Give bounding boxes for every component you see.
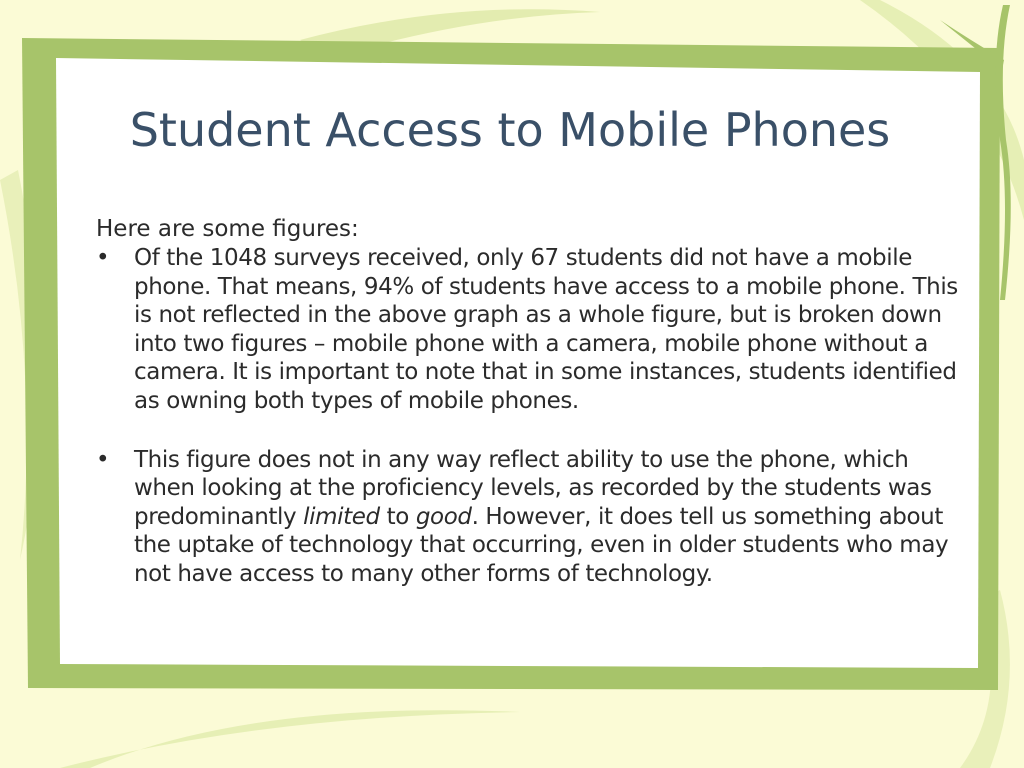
bullet-item-mobile-access [96, 244, 964, 416]
bullet-marker: • [96, 245, 110, 271]
bullet-item-proficiency [96, 446, 964, 589]
slide-body [96, 214, 964, 589]
bullet-text-segment: to [379, 503, 416, 530]
bullet-text [134, 447, 948, 587]
bullet-list [96, 244, 964, 589]
bullet-marker: • [96, 446, 110, 473]
slide-title: Student Access to Mobile Phones [129, 103, 891, 157]
bullet-text-segment: This figure does not in any way reflect ability to use the phone, which when looking at the proficiency levels, as recorded by the students was predominantly [134, 446, 932, 530]
bullet-text: Of the 1048 surveys received, only 67 students did not have a mobile phone. That means, 94% of students have access to a mobile phone. This is not reflected in the above graph as a whole figure, but is broken down into two figures – mobile phone with a camera, mobile phone without a camera. It is important to note that in some instances, students identified as owning both types of mobile phones. [134, 245, 958, 414]
bullet-text-segment: . However, it does tell us something about the uptake of technology that occurring, even in older students who may not have access to many other forms of technology. [134, 503, 949, 587]
emphasis-limited: limited [303, 503, 380, 530]
intro-text: Here are some figures: [96, 216, 359, 242]
swoosh-bottom [60, 710, 520, 768]
emphasis-good: good [415, 503, 472, 530]
